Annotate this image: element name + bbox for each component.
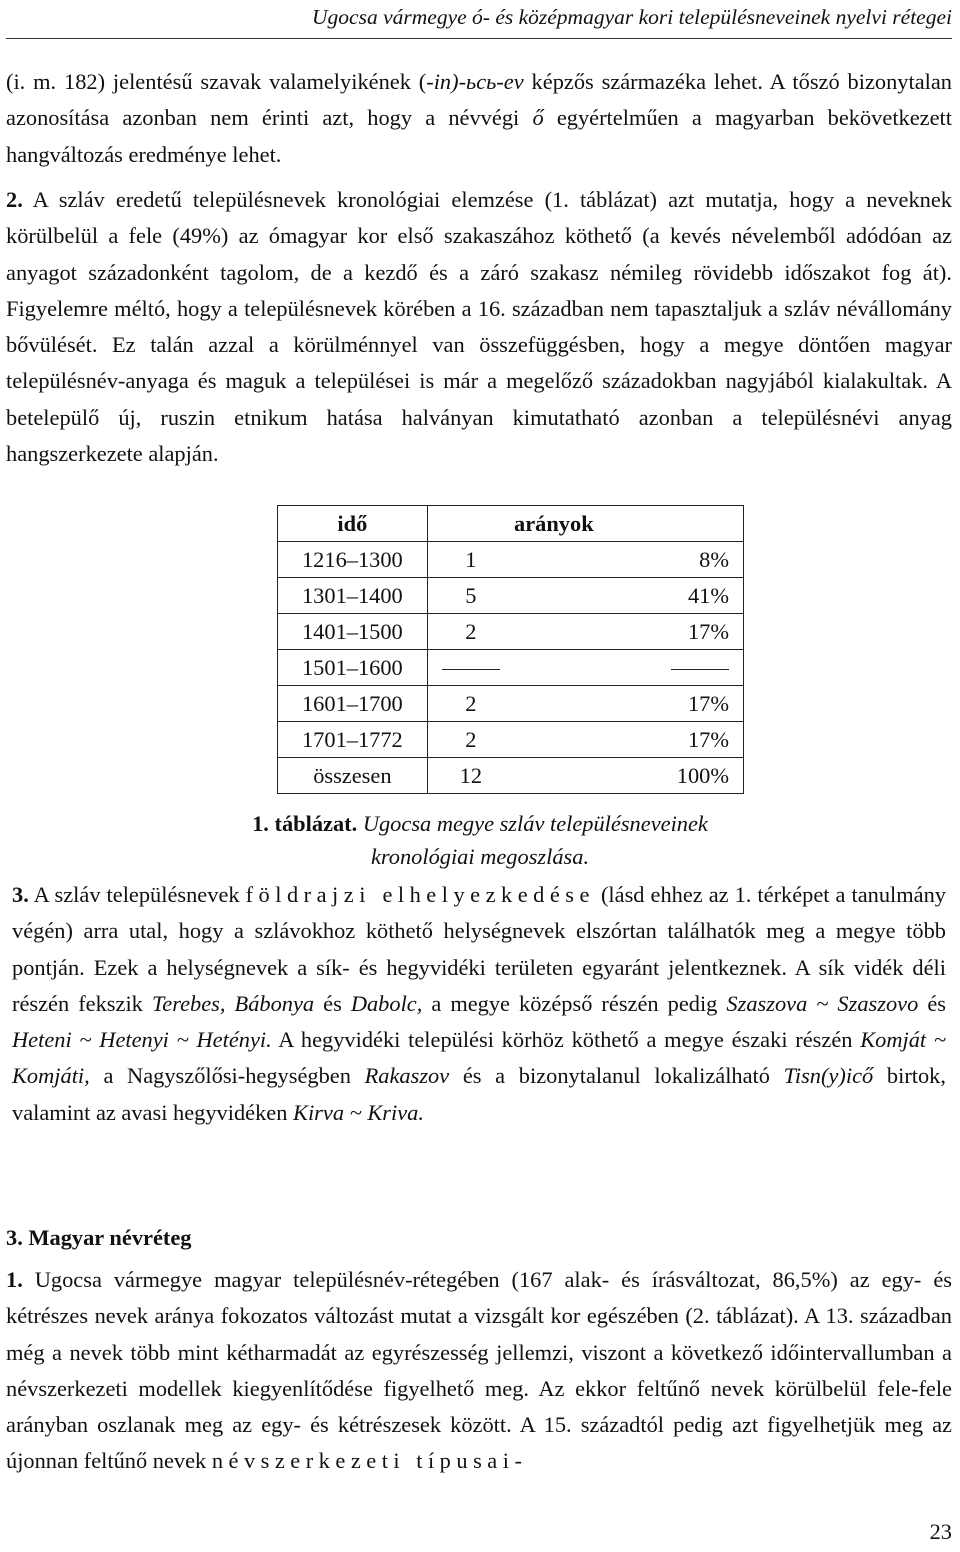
chronology-table — [277, 505, 744, 794]
section-3-paragraph: 3. A szláv településnevek földrajzi elhelyezkedése (lásd ehhez az 1. térképet a tanulmány végén) arra utal, hogy a szlávokhoz köthető helységnevek elszórtan találhatók meg a megye több pontján. Ezek a helységnevek a sík- és hegyvidéki területen egyaránt jelentkeznek. A sík vidék déli részén fekszik Terebes, Bábonya és Dabolc, a megye középső részén pedig Szaszova ~ Szaszovo és Heteni ~ Hetenyi ~ Hetényi. A hegyvidéki települési körhöz köthető a megye északi részén Komját ~ Komjáti, a Nagyszőlősi-hegységben Rakaszov és a bizonytalanul lokalizálható Tisn(y)icő birtok, valamint az avasi hegyvidéken Kirva ~ Kriva. — [12, 882, 946, 1125]
table-row: 1701–1772 2 17% — [278, 722, 744, 758]
table-total-row: összesen 12 100% — [278, 758, 744, 794]
section-2-paragraph: 2. A szláv eredetű településnevek kronológiai elemzése (1. táblázat) azt mutatja, hogy a neveknek körülbelül a fele (49%) az ómagyar kor első szakaszához köthető (a kevés névelemből adódóan az anyagot századonként tagolom, de a kezdő és a záró szakasz némileg rövidebb időszakot fog át). Figyelemre méltó, hogy a településnevek körében a 16. században nem tapasztaljuk a szláv névállomány bővülését. Ez talán azzal a körülménnyel van összefüggésben, hogy a megye döntően magyar településnév-anyaga és maguk a települései is már a megelőző századokban nagyjából kialakultak. A betelepülő új, ruszin etnikum hatása halványan kimutatható azonban a településnévi anyag hangszerkezete alapján. — [6, 187, 952, 467]
page-number: 23 — [929, 1519, 952, 1544]
empty-value-dash — [442, 669, 500, 670]
table-header-cell: idő — [278, 506, 428, 542]
table-row: 1601–1700 2 17% — [278, 686, 744, 722]
table-header-row — [278, 506, 744, 542]
table-row: 1216–1300 1 8% — [278, 542, 744, 578]
table-caption: 1. táblázat. Ugocsa megye szláv településneveinek kronológiai megoszlása. — [252, 811, 708, 869]
header-rule — [6, 38, 952, 39]
empty-value-dash — [671, 669, 729, 670]
section-heading: 3. Magyar névréteg — [6, 1225, 192, 1250]
table-row: 1501–1600 — [278, 650, 744, 686]
table-row: 1401–1500 2 17% — [278, 614, 744, 650]
table-row: 1301–1400 5 41% — [278, 578, 744, 614]
running-header: Ugocsa vármegye ó- és középmagyar kori településneveinek nyelvi rétegei — [312, 5, 952, 29]
table-header-cell: arányok — [514, 506, 743, 542]
subsection-1-paragraph: 1. Ugocsa vármegye magyar településnév-rétegében (167 alak- és írásváltozat, 86,5%) az egy- és kétrészes nevek aránya fokozatos változást mutat a vizsgált kor egészében (2. táblázat). A 13. században még a nevek több mint kétharmadát az egyrészesség jellemzi, viszont a következő időintervallumban a névszerkezeti modellek kiegyenlítődése figyelhető meg. Az ekkor feltűnő nevek körülbelül fele-fele arányban oszlanak meg az egy- és kétrészesek között. A 15. századtól pedig azt figyelhetjük meg az újonnan feltűnő nevek névszerkezeti típusai- — [6, 1267, 952, 1474]
intro-paragraph: (i. m. 182) jelentésű szavak valamelyikének (-in)-ьcь-ev képzős származéka lehet. A tőszó bizonytalan azonosítása azonban nem érinti azt, hogy a névvégi ő egyértelműen a magyarban bekövetkezett hangváltozás eredménye lehet. — [6, 69, 953, 167]
